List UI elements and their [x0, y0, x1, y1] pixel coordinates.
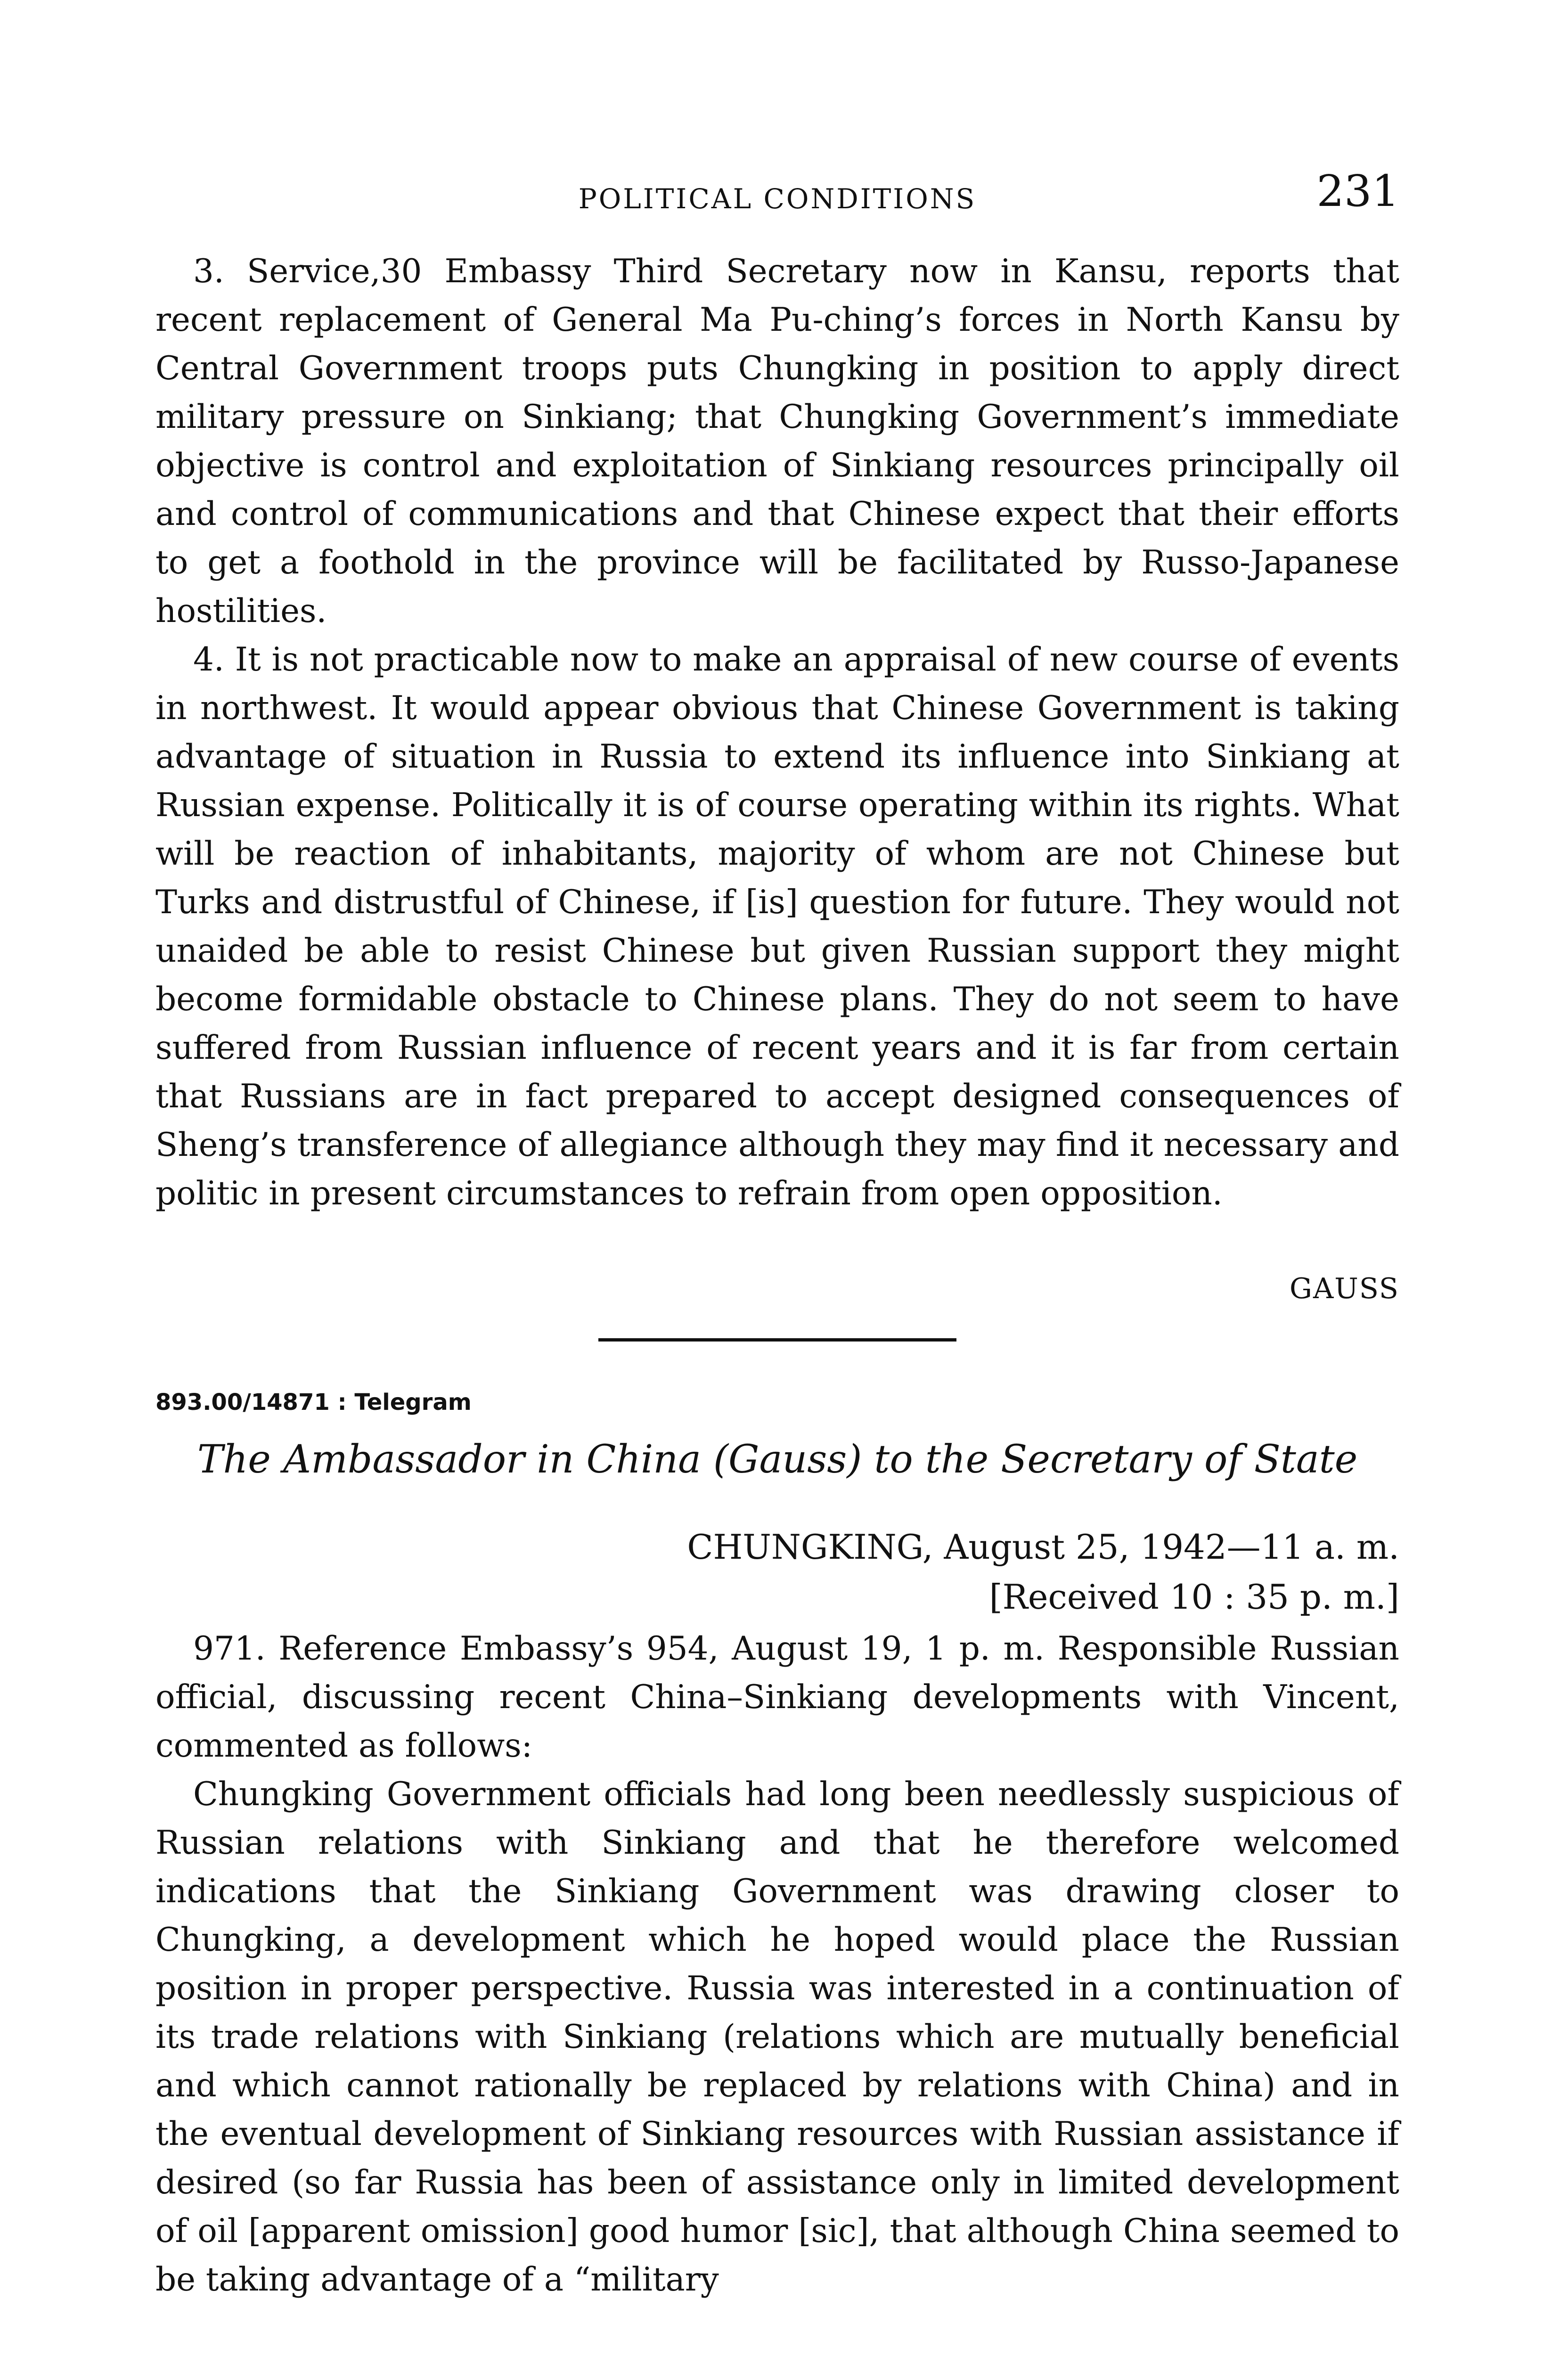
section-separator — [598, 1338, 956, 1342]
running-head: POLITICAL CONDITIONS — [578, 183, 977, 215]
page-header — [155, 166, 1399, 221]
document-title: The Ambassador in China (Gauss) to the Secretary of State — [197, 1437, 1358, 1482]
document-reference: 893.00/14871 : Telegram — [155, 1389, 472, 1415]
paragraph-3: 3. Service,30 Embassy Third Secretary now in Kansu, reports that recent replacement of General Ma Pu-ching’s forces in North Kansu by Central Government troops puts Chungking in position to apply direct military pressure on Sinkiang; that Chungking Government’s immediate objective is control and exploitation of Sinkiang resources principally oil and control of communications and that Chinese expect that their efforts to get a foothold in the province will be facilitated by Russo-Japanese hostilities. — [155, 253, 1399, 630]
signature: GAUSS — [1290, 1272, 1399, 1305]
paragraph-971: 971. Reference Embassy’s 954, August 19, 1 p. m. Responsible Russian official, discussing recent China–Sinkiang developments with Vincent, commented as follows: — [155, 1630, 1399, 1765]
telegram-continuation — [155, 247, 1399, 1218]
paragraph-chungking: Chungking Government officials had long been needlessly suspicious of Russian relations with Sinkiang and that he therefore welcomed indications that the Sinkiang Government was drawing closer to Chungking, a development which he hoped would place the Russian position in proper perspective. Russia was interested in a continuation of its trade relations with Sinkiang (relations which are mutually beneficial and which cannot rationally be replaced by relations with China) and in the eventual development of Sinkiang resources with Russian assistance if desired (so far Russia has been of assistance only in limited development of oil [apparent omission] good humor [sic], that although China seemed to be taking advantage of a “military — [155, 1775, 1399, 2299]
dateline: CHUNGKING, August 25, 1942—11 a. m. — [687, 1527, 1399, 1567]
dateline-block — [687, 1522, 1399, 1622]
telegram-body — [155, 1625, 1399, 2304]
received-note: [Received 10 : 35 p. m.] — [989, 1577, 1399, 1617]
paragraph-4: 4. It is not practicable now to make an appraisal of new course of events in northwest. It would appear obvious that Chinese Government is taking advantage of situation in Russia to extend its influence into Sinkiang at Russian expense. Politically it is of course operating within its rights. What will be reaction of inhabitants, majority of whom are not Chinese but Turks and distrustful of Chinese, if [is] question for future. They would not unaided be able to resist Chinese but given Russian support they might become formidable obstacle to Chinese plans. They do not seem to have suffered from Russian influence of recent years and it is far from certain that Russians are in fact prepared to accept designed consequences of Sheng’s transference of allegiance although they may find it necessary and politic in present circumstances to refrain from open opposition. — [155, 641, 1399, 1212]
page-number: 231 — [1316, 166, 1399, 216]
